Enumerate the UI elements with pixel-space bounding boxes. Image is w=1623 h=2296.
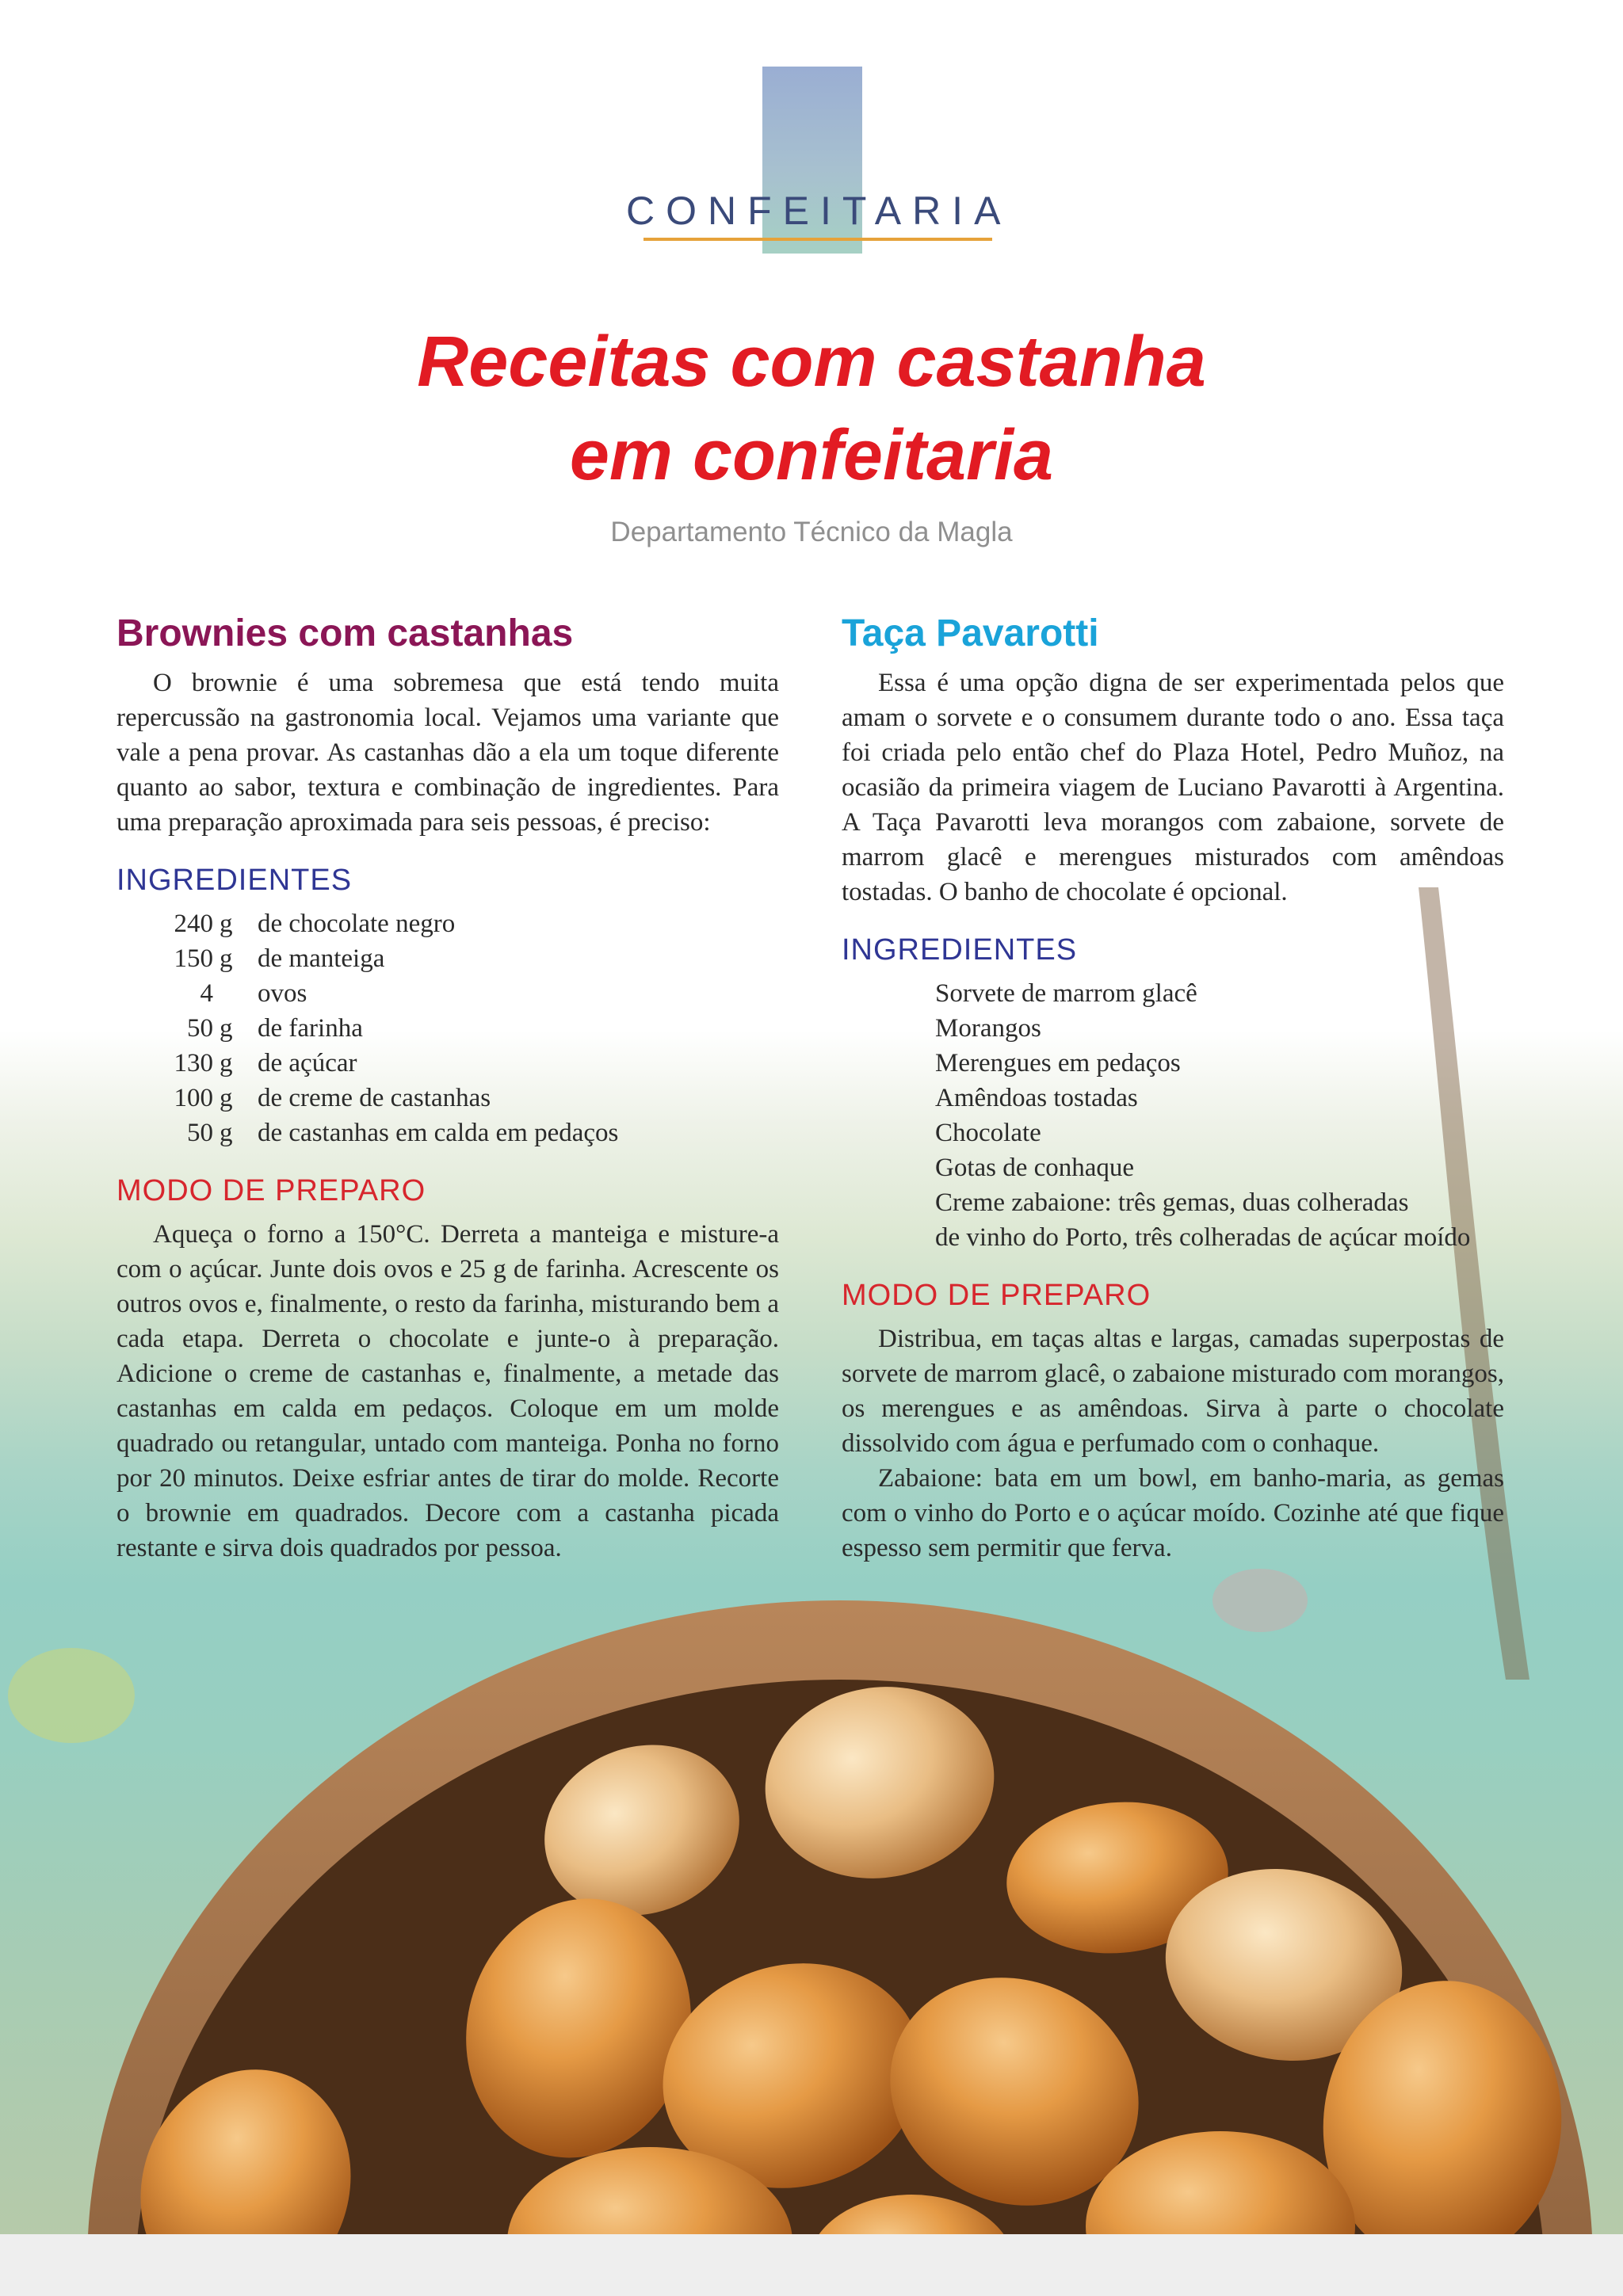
section-label: CONFEITARIA xyxy=(626,189,1012,233)
ingredient-unit xyxy=(213,976,248,1011)
method-heading: MODO DE PREPARO xyxy=(116,1174,426,1207)
recipe-title-pavarotti: Taça Pavarotti xyxy=(842,612,1099,654)
ingredient-item: Morangos xyxy=(935,1014,1041,1043)
method-text: Distribua, em taças altas e largas, camadas superpostas de sorvete de marrom glacê, o zabaione misturado com morangos, os merengues e as amêndoas. Sirva à parte o chocolate dissolvido com água e perfumado com o conhaque. xyxy=(842,1325,1504,1458)
ingredient-qty: 50 xyxy=(187,1119,213,1147)
ingredient-unit: g xyxy=(220,1049,233,1077)
method-text-zabaione: Zabaione: bata em um bowl, em banho-maria, as gemas com o vinho do Porto e o açúcar moído. Cozinhe até que fique espesso sem permitir que ferva. xyxy=(842,1464,1504,1562)
ingredient-unit: g xyxy=(220,1014,233,1043)
recipe-intro: Essa é uma opção digna de ser experimentada pelos que amam o sorvete e o consumem durante todo o ano. Essa taça foi criada pelo então chef do Plaza Hotel, Pedro Muñoz, na ocasião da primeira viagem de Luciano Pavarotti à Argentina. A Taça Pavarotti leva morangos com zabaione, sorvete de marrom glacê e merengues misturados com amêndoas tostadas. O banho de chocolate é opcional. xyxy=(842,669,1504,906)
article-title xyxy=(0,315,1623,502)
ingredient-row xyxy=(129,1046,779,1081)
method-heading: MODO DE PREPARO xyxy=(842,1279,1151,1312)
ingredients-heading: INGREDIENTES xyxy=(842,933,1078,967)
ingredients-list xyxy=(935,976,1504,1255)
ingredient-name: de castanhas em calda em pedaços xyxy=(258,1119,619,1147)
ingredient-qty: 4 xyxy=(200,979,213,1008)
ingredient-name: de farinha xyxy=(258,1014,363,1043)
recipe-title-brownies: Brownies com castanhas xyxy=(116,612,574,654)
ingredient-qty: 130 xyxy=(174,1049,213,1077)
ingredient-unit: g xyxy=(220,1084,233,1112)
section-underline xyxy=(643,238,992,241)
ingredient-item: de vinho do Porto, três colheradas de açúcar moído xyxy=(935,1223,1471,1252)
article-title-line-1: Receitas com castanha xyxy=(417,322,1206,402)
article-author: Departamento Técnico da Magla xyxy=(610,517,1013,547)
ingredient-item: Sorvete de marrom glacê xyxy=(935,979,1197,1008)
article-title-line-2: em confeitaria xyxy=(569,416,1054,495)
ingredient-item: Chocolate xyxy=(935,1119,1041,1147)
ingredient-item: Gotas de conhaque xyxy=(935,1154,1135,1182)
pavarotti-recipe xyxy=(842,608,1504,1566)
ingredient-row xyxy=(129,976,779,1011)
ingredient-item: Creme zabaione: três gemas, duas colheradas xyxy=(935,1188,1409,1217)
ingredient-qty: 50 xyxy=(187,1014,213,1043)
ingredient-qty: 240 xyxy=(174,910,213,938)
ingredient-item: Merengues em pedaços xyxy=(935,1049,1181,1077)
ingredient-unit: g xyxy=(220,944,233,973)
ingredient-name: ovos xyxy=(258,979,307,1008)
ingredients-list xyxy=(129,906,779,1150)
ingredient-row xyxy=(129,941,779,976)
method-text: Aqueça o forno a 150°C. Derreta a manteiga e misture-a com o açúcar. Junte dois ovos e 25 g de farinha. Acrescente os outros ovos e, finalmente, o resto da farinha, misturando bem a cada etapa. Derreta o chocolate e junte-o à preparação. Adicione o creme de castanhas e, finalmente, a metade das castanhas em calda em pedaços. Coloque em um molde quadrado ou retangular, untado com manteiga. Ponha no forno por 20 minutos. Deixe esfriar antes de tirar do molde. Recorte o brownie em quadrados. Decore com a castanha picada restante e sirva dois quadrados por pessoa. xyxy=(116,1220,779,1562)
ingredient-row xyxy=(129,1081,779,1116)
ingredient-qty: 150 xyxy=(174,944,213,973)
ingredient-qty: 100 xyxy=(174,1084,213,1112)
ingredient-unit: g xyxy=(220,1119,233,1147)
ingredient-name: de creme de castanhas xyxy=(258,1084,491,1112)
ingredient-name: de açúcar xyxy=(258,1049,357,1077)
ingredients-heading: INGREDIENTES xyxy=(116,864,353,897)
brownies-recipe xyxy=(116,608,779,1566)
ingredient-item: Amêndoas tostadas xyxy=(935,1084,1138,1112)
ingredient-name: de manteiga xyxy=(258,944,385,973)
ingredient-row xyxy=(129,1011,779,1046)
ingredient-unit: g xyxy=(220,910,233,938)
ingredient-row xyxy=(129,906,779,941)
ingredient-row xyxy=(129,1116,779,1150)
ingredient-name: de chocolate negro xyxy=(258,910,456,938)
recipe-intro: O brownie é uma sobremesa que está tendo muita repercussão na gastronomia local. Vejamos uma variante que vale a pena provar. As castanhas dão a ela um toque diferente quanto ao sabor, textura e combinação de ingredientes. Para uma preparação aproximada para seis pessoas, é preciso: xyxy=(116,669,779,837)
